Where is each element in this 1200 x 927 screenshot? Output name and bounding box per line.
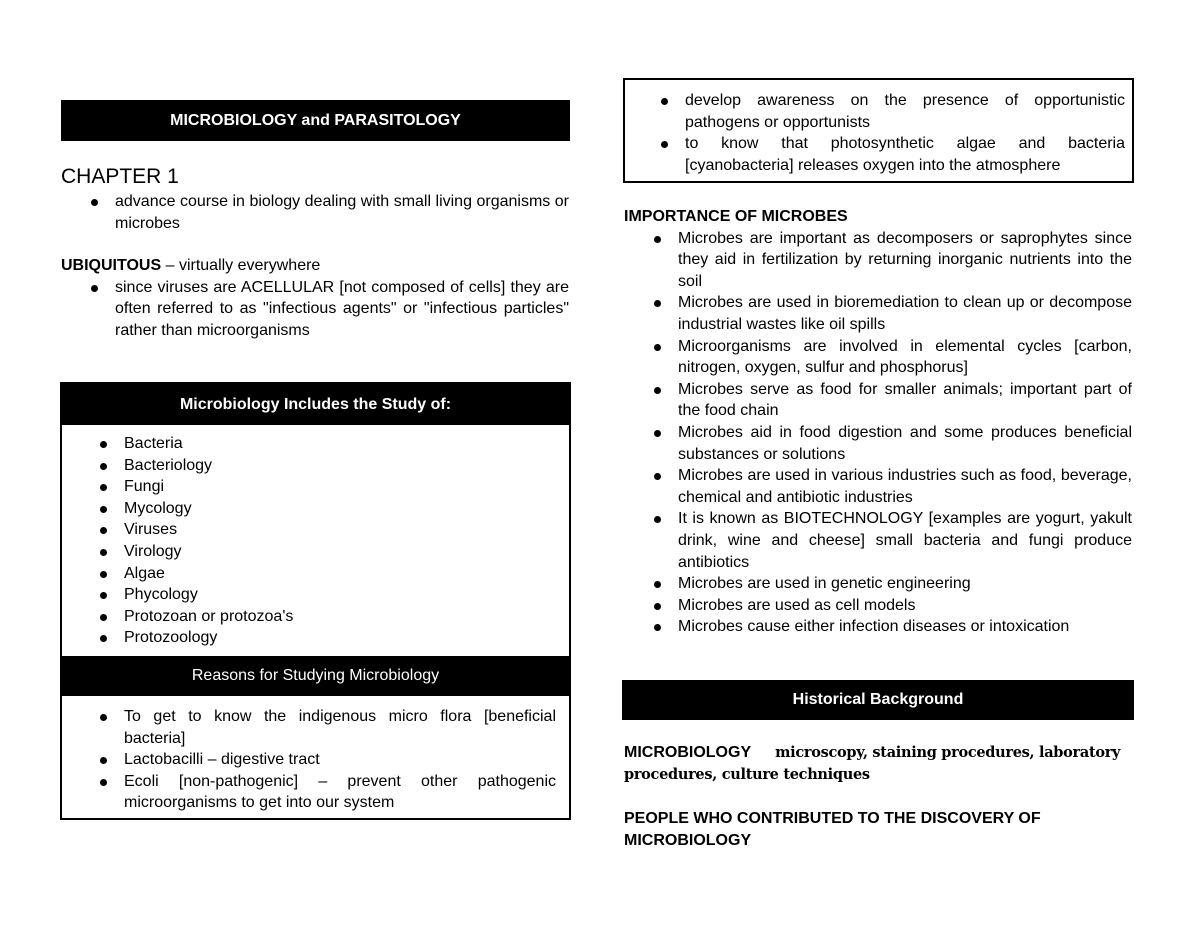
importance-section bbox=[624, 206, 1132, 638]
reasons-item: Ecoli [non-pathogenic] – prevent other pathogenic microorganisms to get into our system bbox=[94, 771, 556, 814]
continued-item: to know that photosynthetic algae and bacteria [cyanobacteria] releases oxygen into the atmosphere bbox=[655, 133, 1125, 176]
ubiquitous-definition bbox=[61, 255, 570, 277]
importance-item: Microbes serve as food for smaller animals; important part of the food chain bbox=[648, 379, 1132, 422]
historical-banner bbox=[622, 680, 1134, 720]
chapter-bullet-list bbox=[85, 191, 569, 234]
importance-item: It is known as BIOTECHNOLOGY [examples are yogurt, yakult drink, wine and cheese] small bacteria and fungi produce antibiotics bbox=[648, 508, 1132, 573]
chapter-bullet: advance course in biology dealing with small living organisms or microbes bbox=[85, 191, 569, 234]
includes-list bbox=[94, 433, 556, 649]
microbiology-definition bbox=[624, 742, 1136, 786]
continued-item: develop awareness on the presence of opportunistic pathogens or opportunists bbox=[655, 90, 1125, 133]
includes-item: Viruses bbox=[94, 519, 556, 541]
importance-item: Microbes are used in genetic engineering bbox=[648, 573, 1132, 595]
includes-header-bar bbox=[62, 384, 569, 425]
chapter-title: CHAPTER 1 bbox=[61, 165, 179, 188]
importance-heading: IMPORTANCE OF MICROBES bbox=[624, 208, 848, 225]
ubiquitous-section bbox=[61, 255, 570, 341]
includes-item: Bacteria bbox=[94, 433, 556, 455]
includes-item: Fungi bbox=[94, 476, 556, 498]
chapter-section bbox=[61, 163, 570, 234]
course-title-banner bbox=[61, 100, 570, 141]
reasons-header-bar bbox=[62, 656, 569, 696]
reasons-header: Reasons for Studying Microbiology bbox=[191, 667, 440, 684]
includes-header: Microbiology Includes the Study of: bbox=[179, 395, 452, 413]
reasons-list bbox=[94, 706, 556, 814]
importance-item: Microbes aid in food digestion and some produces beneficial substances or solutions bbox=[648, 422, 1132, 465]
microbiology-label: MICROBIOLOGY bbox=[624, 744, 752, 761]
importance-item: Microbes are important as decomposers or saprophytes since they aid in fertilization by returning inorganic nutrients into the soil bbox=[648, 228, 1132, 293]
includes-item: Virology bbox=[94, 541, 556, 563]
importance-item: Microbes are used in various industries such as food, beverage, chemical and antibiotic industries bbox=[648, 465, 1132, 508]
continued-list bbox=[655, 90, 1125, 176]
importance-item: Microorganisms are involved in elemental cycles [carbon, nitrogen, oxygen, sulfur and phosphorus] bbox=[648, 336, 1132, 379]
reasons-item: Lactobacilli – digestive tract bbox=[94, 749, 556, 771]
ubiquitous-def-text: – virtually everywhere bbox=[161, 257, 321, 274]
importance-item: Microbes cause either infection diseases or intoxication bbox=[648, 616, 1132, 638]
importance-item: Microbes are used in bioremediation to clean up or decompose industrial wastes like oil spills bbox=[648, 292, 1132, 335]
reasons-item: To get to know the indigenous micro flora [beneficial bacteria] bbox=[94, 706, 556, 749]
includes-item: Protozoan or protozoa's bbox=[94, 606, 556, 628]
continued-box bbox=[623, 78, 1134, 183]
importance-item: Microbes are used as cell models bbox=[648, 595, 1132, 617]
ubiquitous-term: UBIQUITOUS bbox=[61, 257, 162, 274]
microbiology-desc: microscopy, staining procedures, laboratory procedures, culture techniques bbox=[624, 744, 1121, 783]
ubiquitous-bullet: since viruses are ACELLULAR [not composed of cells] they are often referred to as "infectious agents" or "infectious particles" rather than microorganisms bbox=[85, 277, 569, 342]
historical-header: Historical Background bbox=[792, 691, 964, 708]
importance-list bbox=[648, 228, 1132, 638]
includes-item: Bacteriology bbox=[94, 455, 556, 477]
includes-item: Algae bbox=[94, 563, 556, 585]
study-box bbox=[60, 382, 571, 820]
ubiquitous-bullet-list bbox=[85, 277, 569, 342]
includes-item: Protozoology bbox=[94, 627, 556, 649]
people-heading: PEOPLE WHO CONTRIBUTED TO THE DISCOVERY OF MICROBIOLOGY bbox=[624, 810, 1041, 849]
includes-item: Phycology bbox=[94, 584, 556, 606]
course-title: MICROBIOLOGY and PARASITOLOGY bbox=[170, 111, 461, 129]
includes-item: Mycology bbox=[94, 498, 556, 520]
